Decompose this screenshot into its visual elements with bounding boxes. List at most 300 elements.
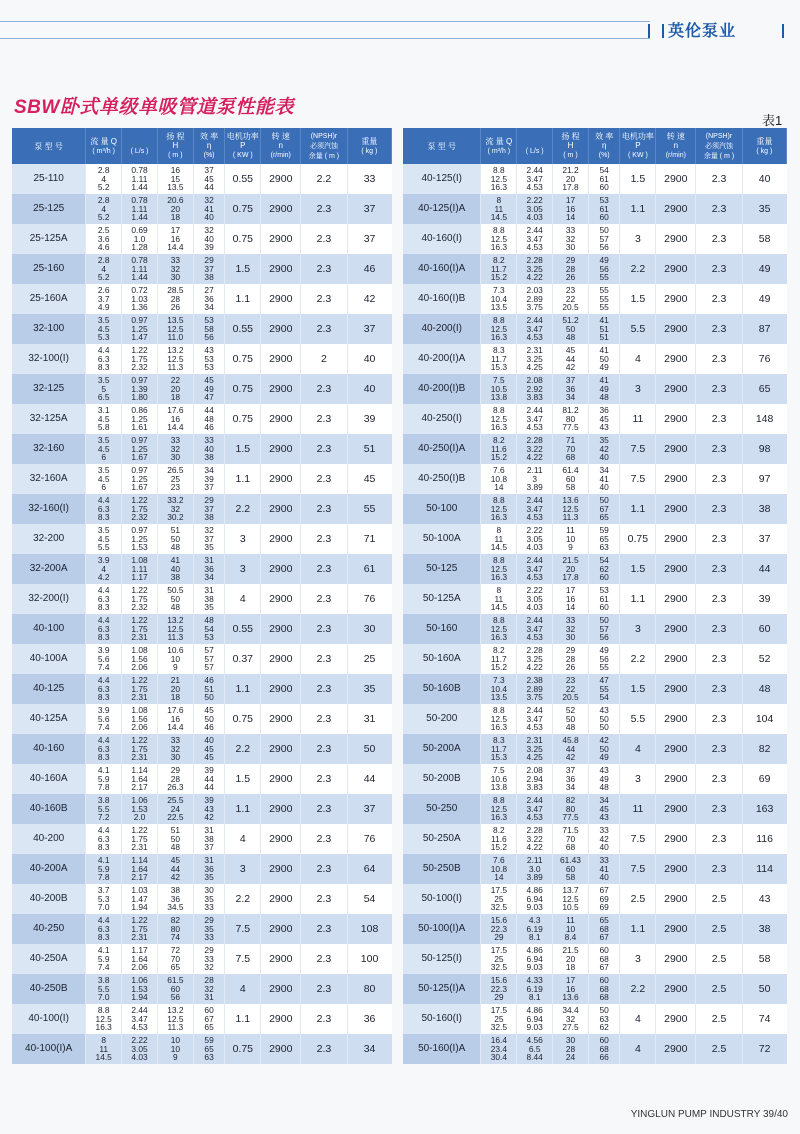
cell-flow-m3h: 8.8 12.5 16.3 [481,794,517,824]
col-speed: 转 速 n (r/min) [656,128,696,164]
cell-weight: 72 [742,1034,786,1064]
cell-weight: 98 [742,434,786,464]
cell-efficiency: 54 62 60 [588,554,620,584]
cell-flow-ls: 1.08 1.56 2.06 [122,644,158,674]
cell-speed: 2900 [656,224,696,254]
cell-model: 25-160A [12,284,86,314]
cell-speed: 2900 [261,1004,301,1034]
cell-weight: 33 [347,164,391,194]
cell-efficiency: 32 37 35 [193,524,225,554]
cell-power: 3 [620,944,656,974]
cell-flow-m3h: 2.8 4 5.2 [86,164,122,194]
cell-head: 33 32 30 [553,224,589,254]
cell-head: 17.6 16 14.4 [157,404,193,434]
cell-weight: 116 [742,824,786,854]
cell-model: 40-160A [12,764,86,794]
cell-power: 4 [225,974,261,1004]
cell-flow-m3h: 4.4 6.3 8.3 [86,824,122,854]
cell-flow-ls: 2.31 3.25 4.25 [517,344,553,374]
cell-efficiency: 67 69 69 [588,884,620,914]
cell-npsh: 2.3 [696,284,742,314]
cell-efficiency: 29 35 33 [193,914,225,944]
header-bar [0,16,800,44]
cell-efficiency: 59 65 63 [193,1034,225,1064]
cell-speed: 2900 [656,914,696,944]
cell-speed: 2900 [261,314,301,344]
cell-head: 11 10 8.4 [553,914,589,944]
cell-npsh: 2.3 [696,854,742,884]
cell-flow-m3h: 4.1 5.9 7.4 [86,944,122,974]
cell-head: 33 32 30 [157,254,193,284]
cell-head: 82 80 74 [157,914,193,944]
cell-power: 0.55 [225,314,261,344]
cell-power: 0.75 [225,224,261,254]
cell-power: 1.5 [225,434,261,464]
cell-flow-ls: 1.22 1.75 2.31 [122,734,158,764]
cell-npsh: 2.3 [301,494,347,524]
col-efficiency: 效 率 η (%) [193,128,225,164]
table-row [12,644,392,674]
table-row [403,704,787,734]
cell-npsh: 2.3 [301,704,347,734]
cell-head: 10.6 10 9 [157,644,193,674]
cell-npsh: 2.3 [696,764,742,794]
cell-efficiency: 29 37 38 [193,494,225,524]
cell-speed: 2900 [656,884,696,914]
cell-flow-m3h: 8 11 14.5 [86,1034,122,1064]
cell-speed: 2900 [656,974,696,1004]
cell-head: 81.2 80 77.5 [553,404,589,434]
cell-head: 29 28 26 [553,644,589,674]
cell-flow-ls: 0.97 1.39 1.80 [122,374,158,404]
col-head: 扬 程 H ( m ) [157,128,193,164]
cell-power: 2.2 [225,884,261,914]
cell-npsh: 2.3 [301,464,347,494]
cell-flow-ls: 2.44 3.47 4.53 [122,1004,158,1034]
cell-flow-m3h: 3.8 5.5 7.0 [86,974,122,1004]
cell-head: 10 10 9 [157,1034,193,1064]
table-row [403,524,787,554]
cell-npsh: 2.3 [696,314,742,344]
cell-npsh: 2.3 [301,794,347,824]
cell-model: 40-200(I)B [403,374,481,404]
table-row [403,944,787,974]
cell-weight: 52 [742,644,786,674]
cell-speed: 2900 [261,254,301,284]
cell-flow-m3h: 8 11 14.5 [481,584,517,614]
cell-weight: 48 [742,674,786,704]
table-row [403,974,787,1004]
cell-npsh: 2.3 [696,824,742,854]
cell-head: 17 16 13.6 [553,974,589,1004]
cell-model: 40-125A [12,704,86,734]
cell-weight: 58 [742,224,786,254]
table-body-right [403,164,787,1064]
cell-head: 13.2 12.5 11.3 [157,614,193,644]
cell-weight: 35 [742,194,786,224]
cell-npsh: 2.3 [696,584,742,614]
cell-flow-ls: 4.86 6.94 9.03 [517,1004,553,1034]
cell-flow-m3h: 8.8 12.5 16.3 [481,554,517,584]
cell-power: 0.75 [225,194,261,224]
cell-flow-ls: 0.78 1.11 1.44 [122,194,158,224]
cell-weight: 87 [742,314,786,344]
cell-flow-ls: 2.38 2.89 3.75 [517,674,553,704]
col-flow-m3h: 流 量 Q ( m³/h ) [481,128,517,164]
cell-head: 11 10 9 [553,524,589,554]
cell-speed: 2900 [656,1034,696,1064]
cell-efficiency: 60 68 68 [588,974,620,1004]
cell-speed: 2900 [261,374,301,404]
cell-model: 40-100(I) [12,1004,86,1034]
cell-power: 1.1 [620,194,656,224]
cell-flow-ls: 2.28 3.22 4.22 [517,434,553,464]
cell-power: 4 [225,824,261,854]
cell-weight: 55 [347,494,391,524]
cell-flow-m3h: 8.2 11.7 15.2 [481,254,517,284]
cell-npsh: 2.3 [301,734,347,764]
table-row [403,824,787,854]
cell-speed: 2900 [261,464,301,494]
cell-power: 7.5 [620,464,656,494]
cell-flow-ls: 2.44 3.47 4.53 [517,794,553,824]
cell-speed: 2900 [261,854,301,884]
cell-weight: 44 [742,554,786,584]
cell-flow-ls: 2.28 3.25 4.22 [517,644,553,674]
table-row [12,524,392,554]
cell-weight: 82 [742,734,786,764]
table-row [403,914,787,944]
cell-speed: 2900 [261,704,301,734]
cell-efficiency: 59 65 63 [588,524,620,554]
cell-power: 1.1 [225,794,261,824]
cell-flow-m3h: 8.8 12.5 16.3 [481,224,517,254]
cell-flow-ls: 0.97 1.25 1.47 [122,314,158,344]
cell-speed: 2900 [261,284,301,314]
cell-weight: 148 [742,404,786,434]
cell-flow-ls: 0.97 1.25 1.53 [122,524,158,554]
cell-efficiency: 31 38 37 [193,824,225,854]
cell-power: 3 [620,224,656,254]
cell-head: 50.5 50 48 [157,584,193,614]
cell-speed: 2900 [261,434,301,464]
cell-power: 2.5 [620,884,656,914]
cell-head: 33 32 30 [157,734,193,764]
cell-efficiency: 33 42 40 [588,824,620,854]
cell-model: 50-200B [403,764,481,794]
cell-flow-m3h: 8.2 11.6 15.2 [481,434,517,464]
cell-power: 1.1 [225,674,261,704]
cell-flow-m3h: 3.9 5.6 7.4 [86,704,122,734]
cell-flow-m3h: 3.1 4.5 5.8 [86,404,122,434]
cell-model: 32-125 [12,374,86,404]
cell-head: 25.5 24 22.5 [157,794,193,824]
page-title: SBW卧式单级单吸管道泵性能表 [14,97,294,118]
cell-flow-m3h: 2.6 3.7 4.9 [86,284,122,314]
cell-head: 13.5 12.5 11.0 [157,314,193,344]
cell-speed: 2900 [656,464,696,494]
cell-speed: 2900 [261,584,301,614]
col-flow-ls: ( L/s ) [122,128,158,164]
cell-efficiency: 45 49 47 [193,374,225,404]
table-row [403,344,787,374]
table-row [12,254,392,284]
cell-speed: 2900 [261,194,301,224]
cell-power: 1.5 [225,764,261,794]
table-row [12,434,392,464]
cell-power: 3 [620,614,656,644]
cell-model: 32-160(I) [12,494,86,524]
cell-power: 3 [225,854,261,884]
cell-weight: 38 [742,914,786,944]
cell-flow-ls: 2.11 3.0 3.89 [517,854,553,884]
cell-weight: 36 [347,1004,391,1034]
cell-flow-m3h: 7.3 10.4 13.5 [481,674,517,704]
cell-head: 37 36 34 [553,374,589,404]
cell-efficiency: 65 68 67 [588,914,620,944]
cell-flow-ls: 1.03 1.47 1.94 [122,884,158,914]
cell-power: 2.2 [620,644,656,674]
cell-head: 17 16 14 [553,584,589,614]
cell-head: 13.6 12.5 11.3 [553,494,589,524]
cell-flow-m3h: 3.5 4.5 6 [86,434,122,464]
table-row [403,734,787,764]
cell-efficiency: 45 50 46 [193,704,225,734]
cell-head: 82 80 77.5 [553,794,589,824]
cell-weight: 108 [347,914,391,944]
header-end-divider-icon [782,24,784,38]
table-row [12,704,392,734]
cell-npsh: 2.3 [696,164,742,194]
cell-model: 40-250 [12,914,86,944]
cell-efficiency: 36 45 43 [588,404,620,434]
cell-flow-ls: 1.22 1.75 2.31 [122,674,158,704]
cell-npsh: 2.3 [696,434,742,464]
cell-flow-m3h: 3.5 4.5 6 [86,464,122,494]
cell-weight: 30 [347,614,391,644]
cell-power: 0.75 [225,374,261,404]
table-row [12,1004,392,1034]
cell-model: 50-160(I) [403,1004,481,1034]
cell-head: 41 40 38 [157,554,193,584]
cell-speed: 2900 [261,224,301,254]
cell-power: 0.37 [225,644,261,674]
table-row [12,464,392,494]
cell-npsh: 2.3 [696,224,742,254]
cell-efficiency: 27 36 34 [193,284,225,314]
cell-power: 1.5 [620,164,656,194]
cell-npsh: 2.2 [301,164,347,194]
col-power: 电机功率 P ( KW ) [620,128,656,164]
cell-flow-m3h: 8.3 11.7 15.3 [481,344,517,374]
table-row [12,374,392,404]
cell-npsh: 2.3 [301,644,347,674]
cell-npsh: 2.3 [301,764,347,794]
cell-npsh: 2.3 [301,884,347,914]
table-row [403,854,787,884]
cell-weight: 61 [347,554,391,584]
cell-flow-ls: 0.72 1.03 1.36 [122,284,158,314]
table-row [12,914,392,944]
cell-power: 1.1 [225,284,261,314]
cell-weight: 35 [347,674,391,704]
cell-flow-ls: 2.44 3.47 4.53 [517,614,553,644]
cell-speed: 2900 [656,1004,696,1034]
cell-power: 0.55 [225,164,261,194]
cell-efficiency: 60 68 66 [588,1034,620,1064]
cell-flow-m3h: 3.5 5 6.5 [86,374,122,404]
cell-flow-ls: 2.44 3.47 4.53 [517,554,553,584]
cell-model: 32-200(I) [12,584,86,614]
cell-head: 20.6 20 18 [157,194,193,224]
cell-npsh: 2.3 [696,254,742,284]
cell-model: 50-100 [403,494,481,524]
cell-head: 61.43 60 58 [553,854,589,884]
col-efficiency: 效 率 η (%) [588,128,620,164]
table-row [12,404,392,434]
cell-weight: 37 [742,524,786,554]
cell-efficiency: 53 61 60 [588,194,620,224]
cell-model: 40-250(I) [403,404,481,434]
cell-head: 51 50 48 [157,824,193,854]
cell-speed: 2900 [261,824,301,854]
cell-speed: 2900 [261,524,301,554]
table-body-left [12,164,392,1064]
table-row [403,764,787,794]
cell-model: 40-100 [12,614,86,644]
cell-model: 50-160A [403,644,481,674]
cell-flow-m3h: 16.4 23.4 30.4 [481,1034,517,1064]
cell-model: 40-125(I)A [403,194,481,224]
cell-npsh: 2.3 [301,224,347,254]
cell-flow-m3h: 8.8 12.5 16.3 [481,404,517,434]
cell-speed: 2900 [656,314,696,344]
cell-weight: 39 [347,404,391,434]
header-divider-icon [648,24,664,38]
cell-head: 71 70 68 [553,434,589,464]
cell-flow-m3h: 8.8 12.5 16.3 [481,494,517,524]
cell-flow-m3h: 17.5 25 32.5 [481,884,517,914]
cell-weight: 69 [742,764,786,794]
cell-npsh: 2.3 [696,794,742,824]
cell-model: 50-125(I)A [403,974,481,1004]
cell-weight: 163 [742,794,786,824]
cell-speed: 2900 [656,254,696,284]
cell-flow-ls: 0.78 1.11 1.44 [122,254,158,284]
cell-weight: 64 [347,854,391,884]
cell-head: 21.5 20 18 [553,944,589,974]
cell-model: 40-200(I)A [403,344,481,374]
cell-flow-ls: 2.08 2.94 3.83 [517,764,553,794]
cell-flow-ls: 1.22 1.75 2.31 [122,614,158,644]
cell-power: 1.1 [620,494,656,524]
cell-head: 37 36 34 [553,764,589,794]
cell-efficiency: 49 56 55 [588,644,620,674]
cell-model: 50-250 [403,794,481,824]
cell-power: 3 [225,524,261,554]
cell-flow-m3h: 8.8 12.5 16.3 [481,614,517,644]
cell-flow-ls: 0.86 1.25 1.61 [122,404,158,434]
cell-weight: 40 [347,344,391,374]
cell-efficiency: 54 61 60 [588,164,620,194]
cell-speed: 2900 [656,944,696,974]
cell-flow-ls: 2.28 3.25 4.22 [517,254,553,284]
cell-flow-ls: 2.44 3.47 4.53 [517,164,553,194]
table-row [403,794,787,824]
cell-weight: 25 [347,644,391,674]
cell-efficiency: 28 32 31 [193,974,225,1004]
cell-flow-ls: 2.31 3.25 4.25 [517,734,553,764]
table-row [403,164,787,194]
cell-efficiency: 42 50 49 [588,734,620,764]
cell-flow-m3h: 15.6 22.3 29 [481,974,517,1004]
cell-model: 25-125A [12,224,86,254]
cell-weight: 49 [742,284,786,314]
cell-speed: 2900 [656,734,696,764]
cell-power: 3 [620,374,656,404]
table-row [403,434,787,464]
cell-model: 40-200 [12,824,86,854]
cell-weight: 60 [742,614,786,644]
col-speed: 转 速 n (r/min) [261,128,301,164]
cell-model: 40-200A [12,854,86,884]
cell-head: 21.2 20 17.8 [553,164,589,194]
cell-efficiency: 31 38 35 [193,584,225,614]
cell-head: 29 28 26.3 [157,764,193,794]
cell-weight: 65 [742,374,786,404]
cell-weight: 40 [742,164,786,194]
cell-weight: 42 [347,284,391,314]
cell-power: 2.2 [620,974,656,1004]
table-header [12,128,392,164]
cell-head: 34.4 32 27.5 [553,1004,589,1034]
cell-weight: 37 [347,194,391,224]
table-row [403,194,787,224]
cell-efficiency: 29 33 32 [193,944,225,974]
cell-model: 50-250A [403,824,481,854]
cell-flow-m3h: 8.2 11.6 15.2 [481,824,517,854]
cell-weight: 76 [347,824,391,854]
cell-flow-ls: 4.33 6.19 8.1 [517,974,553,1004]
cell-model: 50-100(I)A [403,914,481,944]
cell-efficiency: 29 37 38 [193,254,225,284]
cell-model: 32-100 [12,314,86,344]
cell-flow-ls: 1.22 1.75 2.32 [122,344,158,374]
cell-efficiency: 43 53 53 [193,344,225,374]
cell-model: 32-160A [12,464,86,494]
cell-head: 28.5 28 26 [157,284,193,314]
cell-speed: 2900 [261,614,301,644]
cell-efficiency: 30 35 33 [193,884,225,914]
cell-efficiency: 48 54 53 [193,614,225,644]
table-row [403,674,787,704]
cell-head: 33.2 32 30.2 [157,494,193,524]
cell-flow-m3h: 2.5 3.6 4.6 [86,224,122,254]
cell-npsh: 2.3 [301,404,347,434]
cell-weight: 80 [347,974,391,1004]
cell-weight: 49 [742,254,786,284]
cell-efficiency: 44 48 46 [193,404,225,434]
cell-flow-ls: 1.22 1.75 2.32 [122,584,158,614]
cell-model: 25-110 [12,164,86,194]
cell-model: 50-125A [403,584,481,614]
table-row [403,464,787,494]
table-row [12,194,392,224]
cell-model: 40-160 [12,734,86,764]
table-row [12,224,392,254]
cell-npsh: 2 [301,344,347,374]
cell-weight: 44 [347,764,391,794]
